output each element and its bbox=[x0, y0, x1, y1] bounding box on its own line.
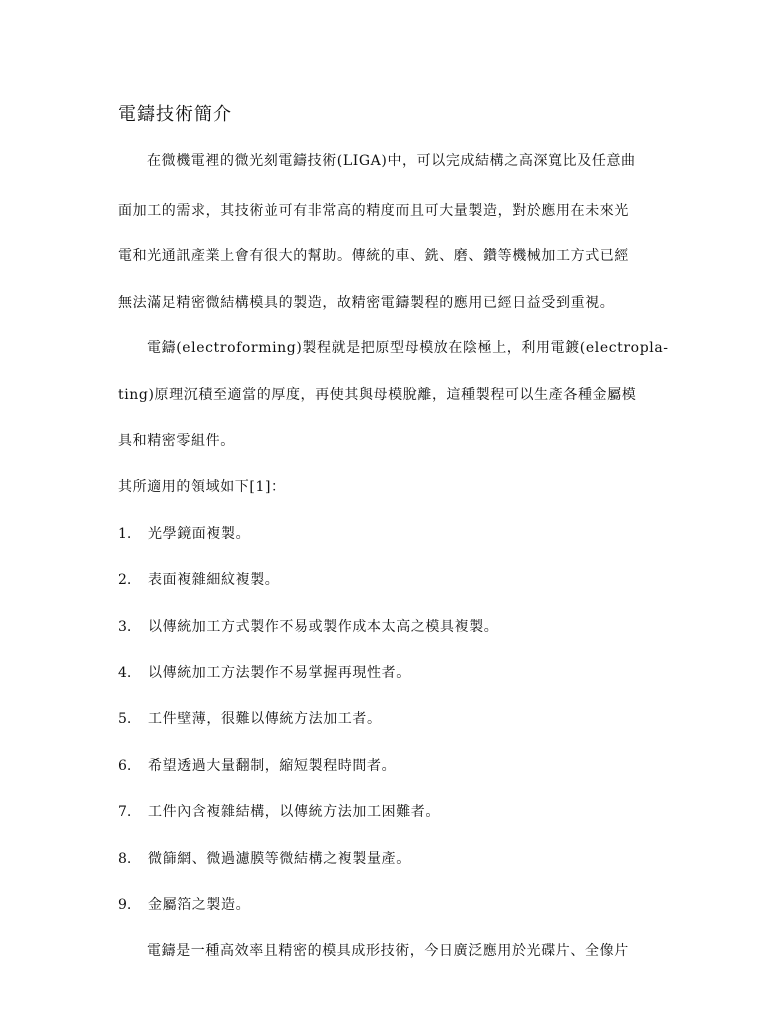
list-item-text: 希望透過大量翻制，縮短製程時間者。 bbox=[148, 758, 397, 774]
list-item-text: 以傳統加工方法製作不易掌握再現性者。 bbox=[148, 665, 411, 681]
list-item-text: 金屬箔之製造。 bbox=[148, 897, 251, 913]
list-item-number: 5. bbox=[118, 711, 132, 727]
list-item-text: 工件內含複雜結構，以傳統方法加工困難者。 bbox=[148, 804, 440, 820]
list-item-number: 6. bbox=[118, 758, 132, 774]
list-item-text: 光學鏡面複製。 bbox=[148, 526, 251, 542]
list-item-number: 8. bbox=[118, 851, 132, 867]
paragraph-1-line-1: 在微機電裡的微光刻電鑄技術(LIGA)中，可以完成結構之高深寬比及任意曲 bbox=[147, 153, 636, 169]
list-intro: 其所適用的領域如下[1]： bbox=[118, 479, 286, 495]
document-title: 電鑄技術簡介 bbox=[118, 104, 232, 125]
list-item-text: 工件壁薄，很難以傳統方法加工者。 bbox=[148, 711, 382, 727]
paragraph-1-line-4: 無法滿足精密微結構模具的製造，故精密電鑄製程的應用已經日益受到重視。 bbox=[118, 295, 615, 311]
list-item-number: 9. bbox=[118, 897, 132, 913]
list-item-text: 表面複雜細紋複製。 bbox=[148, 572, 280, 588]
paragraph-1-line-2: 面加工的需求，其技術並可有非常高的精度而且可大量製造，對於應用在未來光 bbox=[118, 203, 629, 219]
paragraph-2-line-3: 具和精密零組件。 bbox=[118, 433, 235, 449]
list-item-number: 7. bbox=[118, 804, 132, 820]
list-item-number: 3. bbox=[118, 619, 132, 635]
paragraph-3-line-1: 電鑄是一種高效率且精密的模具成形技術，今日廣泛應用於光碟片、全像片 bbox=[147, 943, 629, 959]
list-item-number: 1. bbox=[118, 526, 132, 542]
list-item-number: 2. bbox=[118, 572, 132, 588]
list-item-text: 微篩網、微過濾膜等微結構之複製量產。 bbox=[148, 851, 411, 867]
list-item-text: 以傳統加工方式製作不易或製作成本太高之模具複製。 bbox=[148, 619, 499, 635]
paragraph-1-line-3: 電和光通訊產業上會有很大的幫助。傳統的車、銑、磨、鑽等機械加工方式已經 bbox=[118, 248, 629, 264]
paragraph-2-line-2: ting)原理沉積至適當的厚度，再使其與母模脫離，這種製程可以生產各種金屬模 bbox=[118, 387, 637, 403]
paragraph-2-line-1: 電鑄(electroforming)製程就是把原型母模放在陰極上，利用電鍍(electropla- bbox=[147, 340, 669, 356]
list-item-number: 4. bbox=[118, 665, 132, 681]
